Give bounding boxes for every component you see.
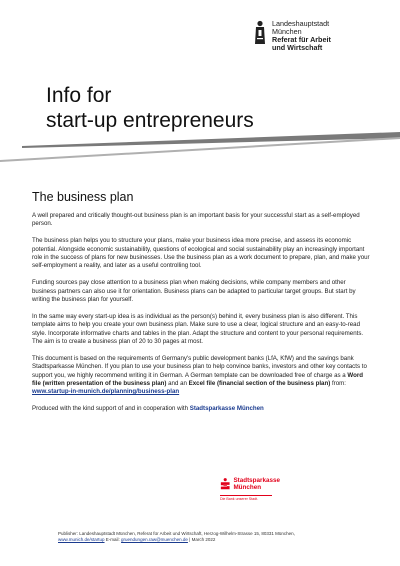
sparkasse-tagline: Die Bank unserer Stadt. <box>220 497 259 501</box>
footer-email-label: E-mail: <box>104 537 122 542</box>
title-line-1: Info for <box>46 84 112 107</box>
sparkasse-divider <box>220 495 272 496</box>
title-line-2: start-up entrepreneurs <box>46 109 254 132</box>
template-text: This document is based on the requirements of Germany's public development banks (LfA, KfW) and the savings bank Stadtsparkasse München. If you plan to use your business plan to help convince banks, investors and other key contacts to support you, we highly recommend writing it in German. A German template can be downloaded free of charge as a <box>32 354 367 379</box>
footer-date: | March 2022 <box>187 537 216 542</box>
munich-crest-icon <box>253 20 267 46</box>
sparkasse-s-icon <box>220 477 230 491</box>
and-text: and an <box>166 380 189 388</box>
footer-website-link[interactable]: www.munich.de/startup <box>58 537 105 542</box>
org-line-1: Landeshauptstadt <box>272 19 330 28</box>
decorative-stripe <box>0 132 400 162</box>
sparkasse-name-1: Stadtsparkasse <box>233 477 280 484</box>
sparkasse-name-2: München <box>233 484 262 491</box>
support-text: Produced with the kind support of and in cooperation with <box>32 405 190 413</box>
paragraph-funding: Funding sources pay close attention to a business plan when making decisions, while company members and other business partners can also use it for orientation. Business plans can be adapted to particular target groups. But start by writing the business plan for yourself. <box>32 279 356 304</box>
body-text <box>32 212 370 422</box>
paragraph-structure: In the same way every start-up idea is as individual as the person(s) behind it, every business plan is also different. This template aims to help you create your own business plan. Make sure to use a clear, logical structure and an easy-to-read style. Incorporate informative charts and tables in the plan. Adapt the structure and content to your personal requirements. The aim is to create a business plan of 20 to 30 pages at most. <box>32 312 364 346</box>
footer-email-link[interactable]: gruendungen.raw@muenchen.de <box>121 537 188 542</box>
paragraph-intro: A well prepared and critically thought-out business plan is an important basis for your successful start as a self-employed person. <box>32 212 360 228</box>
footer-publisher: Publisher: Landeshauptstadt München, Referat für Arbeit und Wirtschaft, Herzog-Wilhelm-Strasse 15, 80331 München, <box>58 531 295 536</box>
paragraph-support <box>32 405 370 413</box>
paragraph-template <box>32 355 370 397</box>
sparkasse-logo <box>220 477 280 501</box>
section-heading: The business plan <box>32 190 134 204</box>
org-line-3: Referat für Arbeit <box>272 35 331 44</box>
paragraph-purpose: The business plan helps you to structure your plans, make your business idea more precise, and assess its economic potential. Alongside economic sustainability, questions of ecological and social sustainability play an increasingly important role in the success of plans for new businesses. Use the business plan as a work document to prepare, plan, and make your self-employment a reality, and later as a useful controlling tool. <box>32 237 370 270</box>
sparkasse-name <box>233 477 280 491</box>
word-file-label: Word file (written presentation of the business plan) <box>32 371 363 388</box>
footer <box>58 531 378 543</box>
city-logo <box>253 20 331 52</box>
excel-file-label: Excel file (financial section of the business plan) <box>188 380 331 388</box>
from-text: from: <box>330 380 346 388</box>
org-line-4: und Wirtschaft <box>272 43 323 52</box>
org-name <box>272 20 331 52</box>
page-title <box>46 83 254 133</box>
business-plan-link[interactable]: www.startup-in-munich.de/planning/business-plan <box>32 388 180 396</box>
footer-contact <box>58 537 378 543</box>
org-line-2: München <box>272 27 302 36</box>
support-partner-name: Stadtsparkasse München <box>189 405 264 413</box>
